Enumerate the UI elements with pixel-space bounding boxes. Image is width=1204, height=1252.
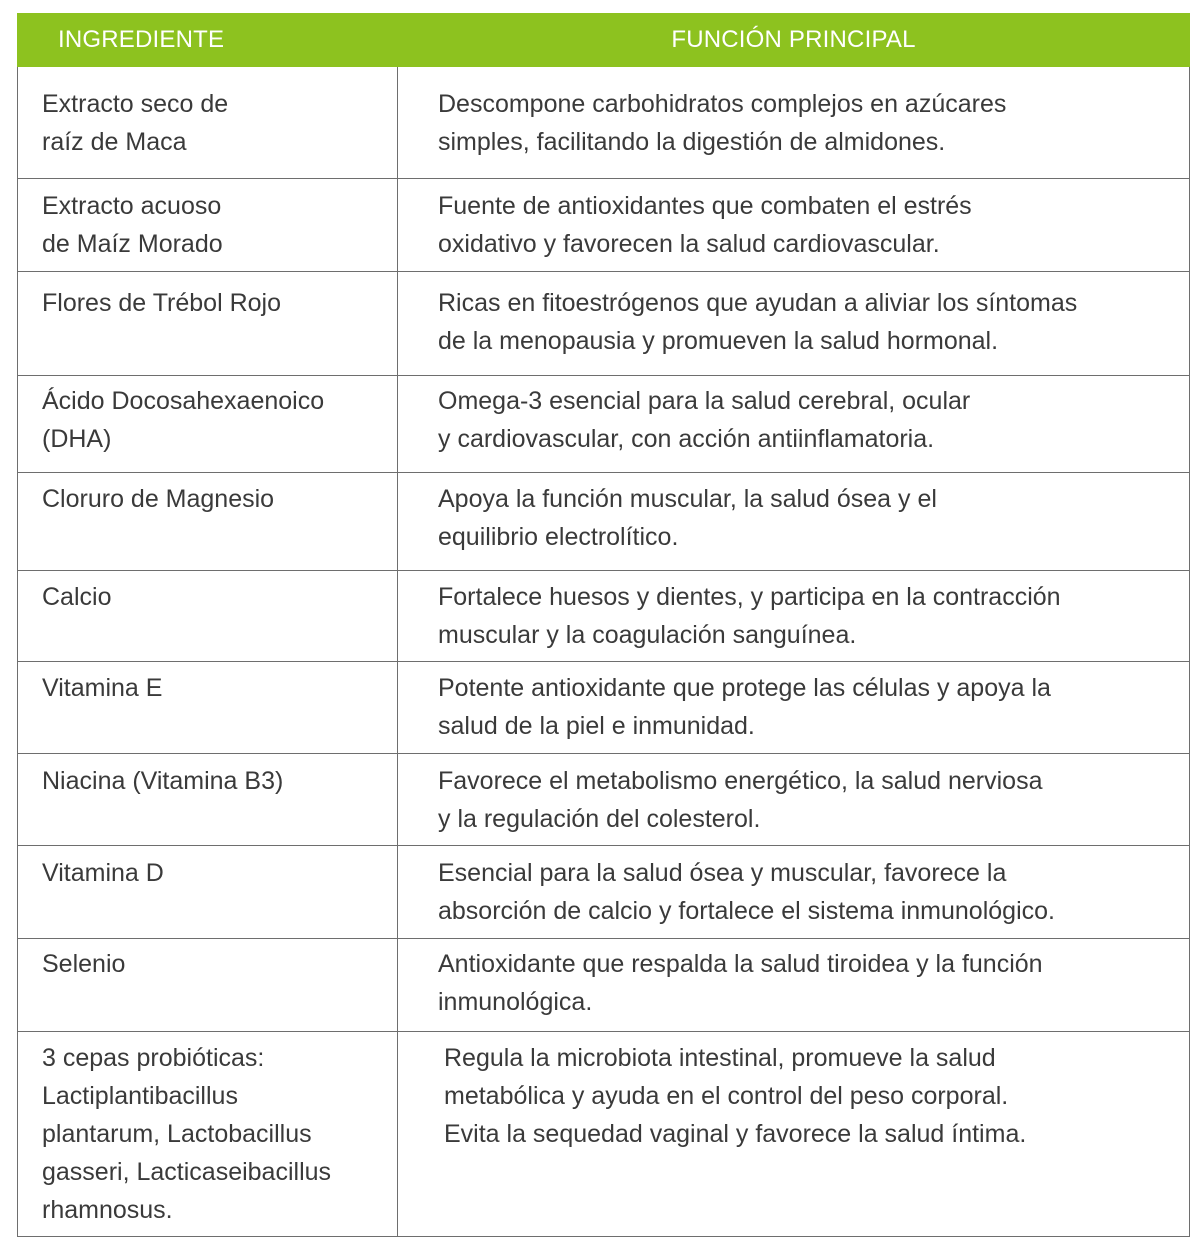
- ingredient-cell: Cloruro de Magnesio: [18, 473, 398, 571]
- table-row: [18, 754, 1190, 846]
- ingredient-cell: 3 cepas probióticas: Lactiplantibacillus plantarum, Lactobacillus gasseri, Lacticaseibacillus rhamnosus.: [18, 1032, 398, 1237]
- header-row: [18, 14, 1190, 67]
- function-cell: Regula la microbiota intestinal, promueve la salud metabólica y ayuda en el control del peso corporal. Evita la sequedad vaginal y favorece la salud íntima.: [398, 1032, 1190, 1237]
- function-cell: Antioxidante que respalda la salud tiroidea y la función inmunológica.: [398, 939, 1190, 1032]
- header-ingredient: INGREDIENTE: [18, 14, 398, 67]
- ingredient-cell: Extracto seco de raíz de Maca: [18, 67, 398, 179]
- table-row: [18, 272, 1190, 376]
- function-cell: Fortalece huesos y dientes, y participa en la contracción muscular y la coagulación sanguínea.: [398, 571, 1190, 662]
- table-body: [18, 67, 1190, 1237]
- table-row: [18, 179, 1190, 272]
- function-cell: Descompone carbohidratos complejos en azúcares simples, facilitando la digestión de almidones.: [398, 67, 1190, 179]
- function-cell: Omega-3 esencial para la salud cerebral, ocular y cardiovascular, con acción antiinflamatoria.: [398, 376, 1190, 473]
- table-row: [18, 662, 1190, 754]
- function-cell: Favorece el metabolismo energético, la salud nerviosa y la regulación del colesterol.: [398, 754, 1190, 846]
- table-row: [18, 939, 1190, 1032]
- table-row: [18, 846, 1190, 939]
- function-cell: Apoya la función muscular, la salud ósea y el equilibrio electrolítico.: [398, 473, 1190, 571]
- table-row: [18, 376, 1190, 473]
- ingredient-cell: Niacina (Vitamina B3): [18, 754, 398, 846]
- ingredient-cell: Vitamina E: [18, 662, 398, 754]
- function-cell: Ricas en fitoestrógenos que ayudan a aliviar los síntomas de la menopausia y promueven la salud hormonal.: [398, 272, 1190, 376]
- table-header: [18, 14, 1190, 67]
- ingredients-table: [17, 13, 1190, 1237]
- table-row: [18, 67, 1190, 179]
- table-row: [18, 473, 1190, 571]
- table-row: [18, 1032, 1190, 1237]
- header-function: FUNCIÓN PRINCIPAL: [398, 14, 1190, 67]
- ingredient-cell: Extracto acuoso de Maíz Morado: [18, 179, 398, 272]
- table-row: [18, 571, 1190, 662]
- function-cell: Esencial para la salud ósea y muscular, favorece la absorción de calcio y fortalece el sistema inmunológico.: [398, 846, 1190, 939]
- ingredient-cell: Selenio: [18, 939, 398, 1032]
- function-cell: Potente antioxidante que protege las células y apoya la salud de la piel e inmunidad.: [398, 662, 1190, 754]
- ingredient-cell: Vitamina D: [18, 846, 398, 939]
- ingredient-cell: Flores de Trébol Rojo: [18, 272, 398, 376]
- ingredient-cell: Calcio: [18, 571, 398, 662]
- function-cell: Fuente de antioxidantes que combaten el estrés oxidativo y favorecen la salud cardiovascular.: [398, 179, 1190, 272]
- ingredient-cell: Ácido Docosahexaenoico (DHA): [18, 376, 398, 473]
